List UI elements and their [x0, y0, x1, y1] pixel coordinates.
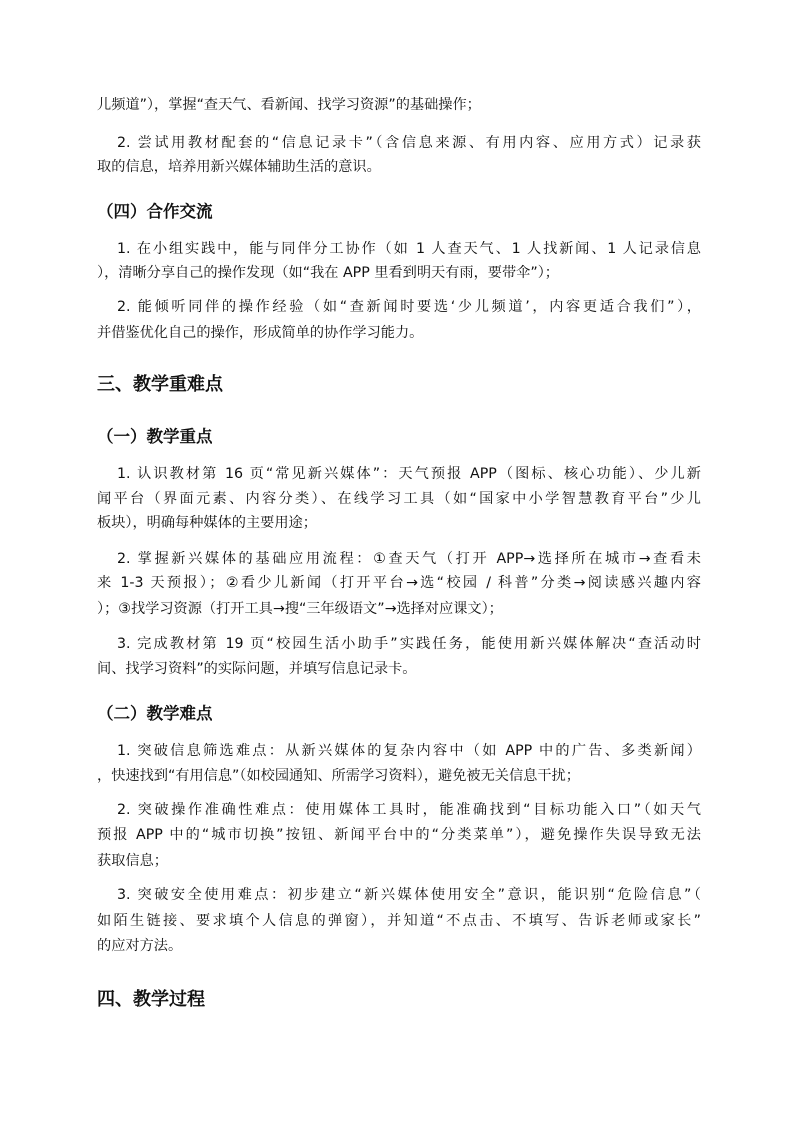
paragraph-line: 3. 突破安全使用难点：初步建立“新兴媒体使用安全”意识，能识别“危险信息”（ — [117, 887, 701, 903]
paragraph-line: 的应对方法。 — [97, 938, 183, 954]
paragraph-line: 2. 掌握新兴媒体的基础应用流程：①查天气（打开 APP→选择所在城市→查看未 — [117, 551, 701, 567]
paragraph-line: 板块），明确每种媒体的主要用途； — [97, 515, 317, 531]
section-heading-cooperation: （四）合作交流 — [97, 202, 213, 221]
paragraph-line: 并借鉴优化自己的操作，形成简单的协作学习能力。 — [97, 325, 424, 341]
paragraph-line: 儿频道”），掌握“查天气、看新闻、找学习资源”的基础操作； — [97, 97, 481, 113]
paragraph-line: ，快速找到“有用信息”（如校园通知、所需学习资料），避免被无关信息干扰； — [97, 768, 580, 784]
paragraph-line: 2. 突破操作准确性难点：使用媒体工具时，能准确找到“目标功能入口”（如天气 — [117, 802, 701, 818]
paragraph-line: 获取信息； — [97, 853, 168, 869]
paragraph-line: 预报 APP 中的“城市切换”按钮、新闻平台中的“分类菜单”），避免操作失误导致无法 — [97, 827, 701, 843]
paragraph-line: 3. 完成教材第 19 页“校园生活小助手”实践任务，能使用新兴媒体解决“查活动时 — [117, 636, 701, 652]
paragraph-line: ）；③找学习资源（打开工具→搜“三年级语文”→选择对应课文）； — [97, 601, 503, 617]
chapter-heading-teaching-process: 四、教学过程 — [97, 989, 205, 1010]
paragraph-line: 2. 能倾听同伴的操作经验（如“查新闻时要选‘少儿频道’，内容更适合我们”）， — [117, 299, 701, 315]
section-heading-key-points: （一）教学重点 — [97, 427, 213, 446]
paragraph-line: 取的信息，培养用新兴媒体辅助生活的意识。 — [97, 159, 381, 175]
paragraph-line: 来 1-3 天预报）；②看少儿新闻（打开平台→选“校园 / 科普”分类→阅读感兴趣内容 — [97, 575, 701, 591]
paragraph-line: 如陌生链接、要求填个人信息的弹窗），并知道“不点击、不填写、告诉老师或家长” — [97, 913, 701, 929]
paragraph-line: 间、找学习资料”的实际问题，并填写信息记录卡。 — [97, 661, 417, 677]
paragraph-line: 2. 尝试用教材配套的“信息记录卡”（含信息来源、有用内容、应用方式）记录获 — [117, 135, 701, 151]
paragraph-line: ），清晰分享自己的操作发现（如“我在 APP 里看到明天有雨，要带伞”）； — [97, 265, 559, 281]
paragraph-line: 闻平台（界面元素、内容分类）、在线学习工具（如“国家中小学智慧教育平台”少儿 — [97, 491, 701, 507]
paragraph-line: 1. 在小组实践中，能与同伴分工协作（如 1 人查天气、1 人找新闻、1 人记录信息 — [117, 241, 701, 257]
section-heading-difficult-points: （二）教学难点 — [97, 704, 213, 723]
paragraph-line: 1. 认识教材第 16 页“常见新兴媒体”：天气预报 APP（图标、核心功能）、少儿新 — [117, 466, 701, 482]
chapter-heading-key-difficult: 三、教学重难点 — [97, 374, 223, 395]
paragraph-line: 1. 突破信息筛选难点：从新兴媒体的复杂内容中（如 APP 中的广告、多类新闻） — [117, 743, 701, 759]
